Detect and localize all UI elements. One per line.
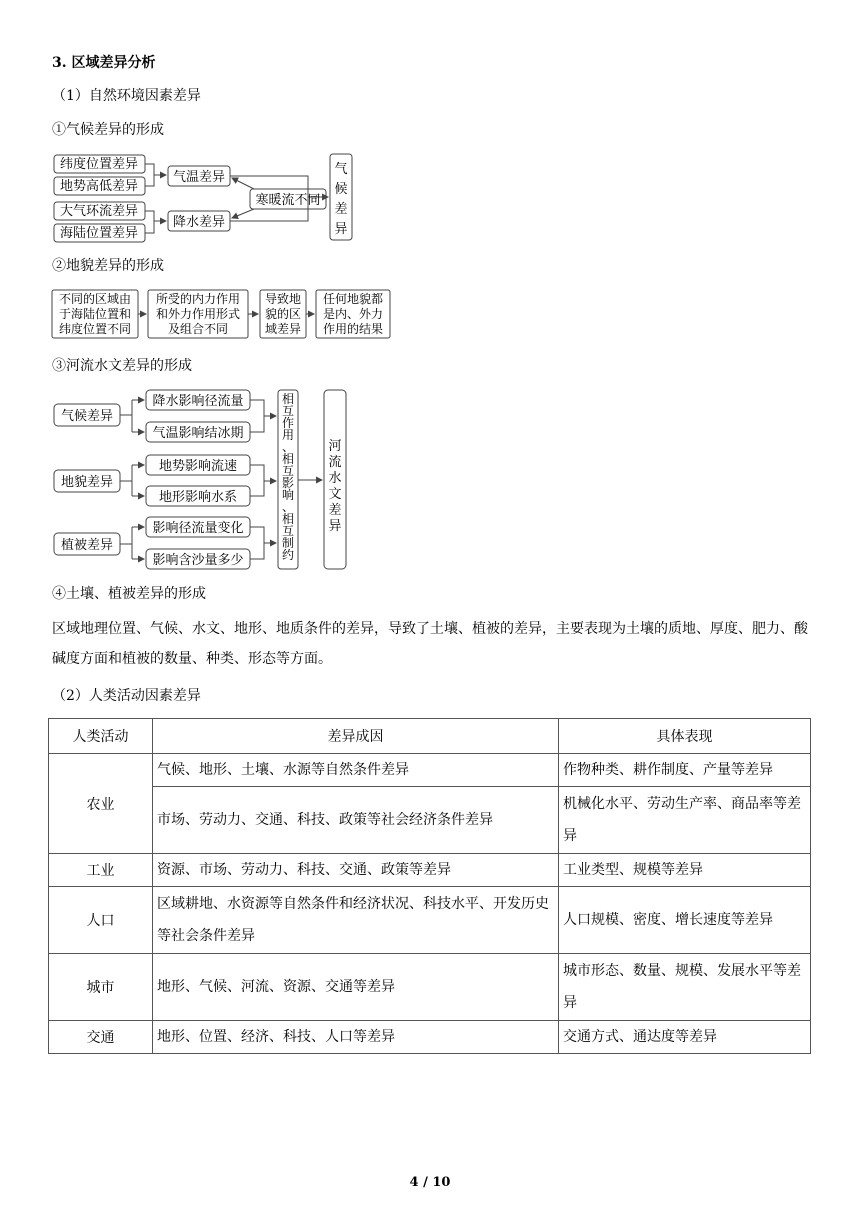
effect-cell: 人口规模、密度、增长速度等差异	[559, 887, 811, 954]
heading-hydrology: ③河流水文差异的形成	[52, 358, 192, 374]
result-char: 河	[328, 439, 342, 454]
table-row	[49, 787, 811, 854]
mid-char: 互	[281, 524, 295, 538]
page-number: 4 / 10	[409, 1175, 451, 1190]
item-temp: 气温影响结冰期	[152, 426, 244, 441]
mid-char: 影	[281, 476, 295, 490]
result-char: 水	[328, 471, 342, 486]
result-char: 异	[334, 222, 348, 237]
table-row	[49, 754, 811, 787]
subsection-natural: （1）自然环境因素差异	[52, 88, 201, 104]
activity-label: 工业	[49, 854, 153, 887]
box3-line: 貌的区	[264, 307, 302, 321]
mid-char: 、	[281, 500, 295, 514]
result-char: 差	[334, 202, 348, 217]
section-title: 3. 区域差异分析	[52, 55, 156, 71]
box2-line: 所受的内力作用	[155, 292, 241, 306]
human-activity-table	[48, 718, 811, 1054]
subsection-human: （2）人类活动因素差异	[52, 688, 201, 704]
mid-char: 作	[281, 416, 295, 430]
box4-line: 是内、外力	[322, 307, 384, 321]
mid-char: 相	[281, 392, 295, 406]
heading-climate: ①气候差异的形成	[52, 122, 164, 138]
mid-char: 互	[281, 464, 295, 478]
mid-char: 用	[281, 428, 295, 442]
result-char: 文	[328, 487, 342, 502]
box-terrain: 地势高低差异	[59, 179, 139, 194]
mid-char: 、	[281, 440, 295, 454]
cat-landform: 地貌差异	[60, 475, 114, 490]
result-char: 异	[328, 519, 342, 534]
cat-climate: 气候差异	[60, 409, 114, 424]
box-landsea: 海陆位置差异	[59, 226, 139, 241]
mid-char: 相	[281, 452, 295, 466]
effect-cell: 作物种类、耕作制度、产量等差异	[559, 754, 811, 787]
box4-line: 作用的结果	[322, 322, 384, 336]
heading-soil-vegetation: ④土壤、植被差异的形成	[52, 586, 206, 602]
box4-line: 任何地貌都	[322, 292, 384, 306]
table-row	[49, 954, 811, 1021]
mid-char: 约	[281, 548, 295, 562]
cause-cell: 市场、劳动力、交通、科技、政策等社会经济条件差异	[153, 787, 559, 854]
activity-label: 农业	[49, 754, 153, 854]
item-sediment: 影响含沙量多少	[152, 553, 244, 568]
mid-char: 互	[281, 404, 295, 418]
table-row	[49, 1021, 811, 1054]
mid-char: 制	[281, 536, 295, 550]
cause-cell: 地形、气候、河流、资源、交通等差异	[153, 954, 559, 1021]
box1-line: 不同的区域由	[58, 292, 132, 306]
result-char: 流	[328, 455, 342, 470]
cause-cell: 资源、市场、劳动力、科技、交通、政策等差异	[153, 854, 559, 887]
table-header: 人类活动	[49, 719, 153, 754]
mid-char: 响	[281, 488, 295, 502]
effect-cell: 城市形态、数量、规模、发展水平等差异	[559, 954, 811, 1021]
box3-line: 导致地	[264, 292, 302, 306]
item-runoff: 影响径流量变化	[152, 521, 244, 536]
box3-line: 域差异	[264, 322, 302, 336]
cause-cell: 区域耕地、水资源等自然条件和经济状况、科技水平、开发历史等社会条件差异	[153, 887, 559, 954]
table-header: 具体表现	[559, 719, 811, 754]
effect-cell: 工业类型、规模等差异	[559, 854, 811, 887]
effect-cell: 机械化水平、劳动生产率、商品率等差异	[559, 787, 811, 854]
table-row	[49, 854, 811, 887]
activity-label: 人口	[49, 887, 153, 954]
soil-vegetation-paragraph: 区域地理位置、气候、水文、地形、地质条件的差异，导致了土壤、植被的差异，主要表现为土壤的质地、厚度、肥力、酸碱度方面和植被的数量、种类、形态等方面。	[52, 621, 808, 667]
cat-vegetation: 植被差异	[60, 538, 114, 553]
box-precip: 降水差异	[172, 215, 226, 230]
box-circulation: 大气环流差异	[59, 204, 139, 219]
box1-line: 纬度位置不同	[58, 322, 132, 336]
cause-cell: 地形、位置、经济、科技、人口等差异	[153, 1021, 559, 1054]
table-header: 差异成因	[153, 719, 559, 754]
mid-char: 相	[281, 512, 295, 526]
item-terrain: 地形影响水系	[158, 490, 238, 505]
box-current: 寒暖流不同	[255, 193, 321, 208]
result-char: 候	[334, 182, 348, 197]
activity-label: 交通	[49, 1021, 153, 1054]
climate-diagram	[50, 152, 360, 244]
box-temp: 气温差异	[172, 170, 226, 185]
table-header-row	[49, 719, 811, 754]
box2-line: 和外力作用形式	[155, 307, 241, 321]
item-precip: 降水影响径流量	[152, 394, 244, 409]
result-char: 差	[328, 503, 342, 518]
landform-diagram	[50, 288, 395, 342]
effect-cell: 交通方式、通达度等差异	[559, 1021, 811, 1054]
box-lat: 纬度位置差异	[59, 157, 139, 172]
result-char: 气	[334, 162, 348, 177]
cause-cell: 气候、地形、土壤、水源等自然条件差异	[153, 754, 559, 787]
box2-line: 及组合不同	[167, 322, 229, 336]
table-row	[49, 887, 811, 954]
box1-line: 于海陆位置和	[58, 307, 132, 321]
item-slope: 地势影响流速	[158, 459, 238, 474]
heading-landform: ②地貌差异的形成	[52, 258, 164, 274]
hydrology-diagram	[50, 386, 380, 572]
activity-label: 城市	[49, 954, 153, 1021]
